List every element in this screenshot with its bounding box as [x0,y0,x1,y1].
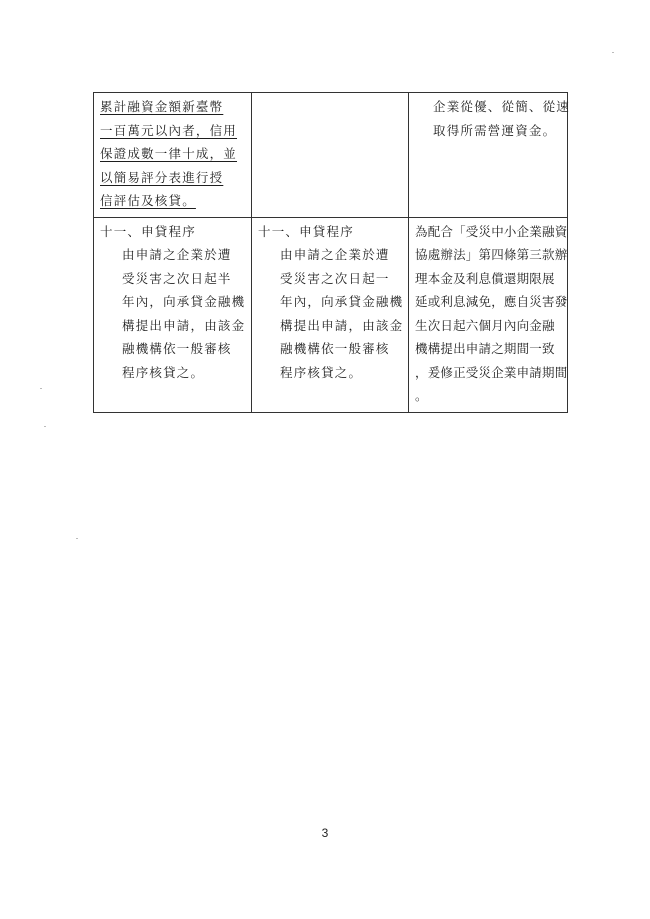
amended-line: 以簡易評分表進行授 [100,169,224,185]
explanation-line: 企業從優、從簡、從速 [433,99,571,114]
amended-text-cell [94,93,252,218]
current-line: 構提出申請，由該金 [280,317,404,333]
scan-speck [44,426,46,427]
amended-line: 程序核貸之。 [122,364,205,380]
current-line: 程序核貸之。 [280,364,363,380]
amended-line: 一百萬元以內者，信用 [100,122,238,138]
amended-line: 保證成數一律十成，並 [100,146,238,161]
amended-line: 構提出申請，由該金 [122,317,246,333]
explanation-line: 取得所需營運資金。 [433,122,557,138]
explanation-line: 生次日起六個月內向金融 [415,317,555,333]
current-line: 融機構依一般審核 [280,341,390,356]
scan-speck [612,52,614,53]
explanation-line: 機構提出申請之期間一致 [415,341,555,356]
amended-line: 信評估及核貸。 [100,193,196,208]
explanation-cell [409,93,571,218]
explanation-line: 協處辦法」第四條第三款辦 [415,247,568,262]
explanation-line: 理本金及利息償還期限展 [415,270,555,286]
current-text-cell [252,93,409,218]
explanation-cell [409,217,568,412]
table-row [94,217,568,412]
scan-speck [40,388,42,389]
table-row [94,93,568,218]
amended-line: 融機構依一般審核 [122,341,232,356]
current-line: 由申請之企業於遭 [280,247,390,262]
explanation-line: 為配合「受災中小企業融資 [415,223,568,239]
current-line: 受災害之次日起一 [280,270,390,286]
scan-speck [76,538,78,539]
explanation-line: 延或利息減免，應自災害發 [415,294,568,309]
explanation-line: 。 [415,388,428,403]
amended-text-cell [94,217,252,412]
amended-line: 受災害之次日起半 [122,270,232,286]
section-heading: 十一、申貸程序 [100,223,196,239]
amended-line: 由申請之企業於遭 [122,247,232,262]
page-number: 3 [321,826,329,840]
amendment-comparison-table [93,92,571,413]
explanation-line: ，爰修正受災企業申請期間 [415,364,568,380]
current-line: 年內，向承貸金融機 [280,294,404,309]
amended-line: 累計融資金額新臺幣 [100,99,224,114]
section-heading: 十一、申貸程序 [258,223,354,239]
current-text-cell [252,217,409,412]
amended-line: 年內，向承貸金融機 [122,294,246,309]
